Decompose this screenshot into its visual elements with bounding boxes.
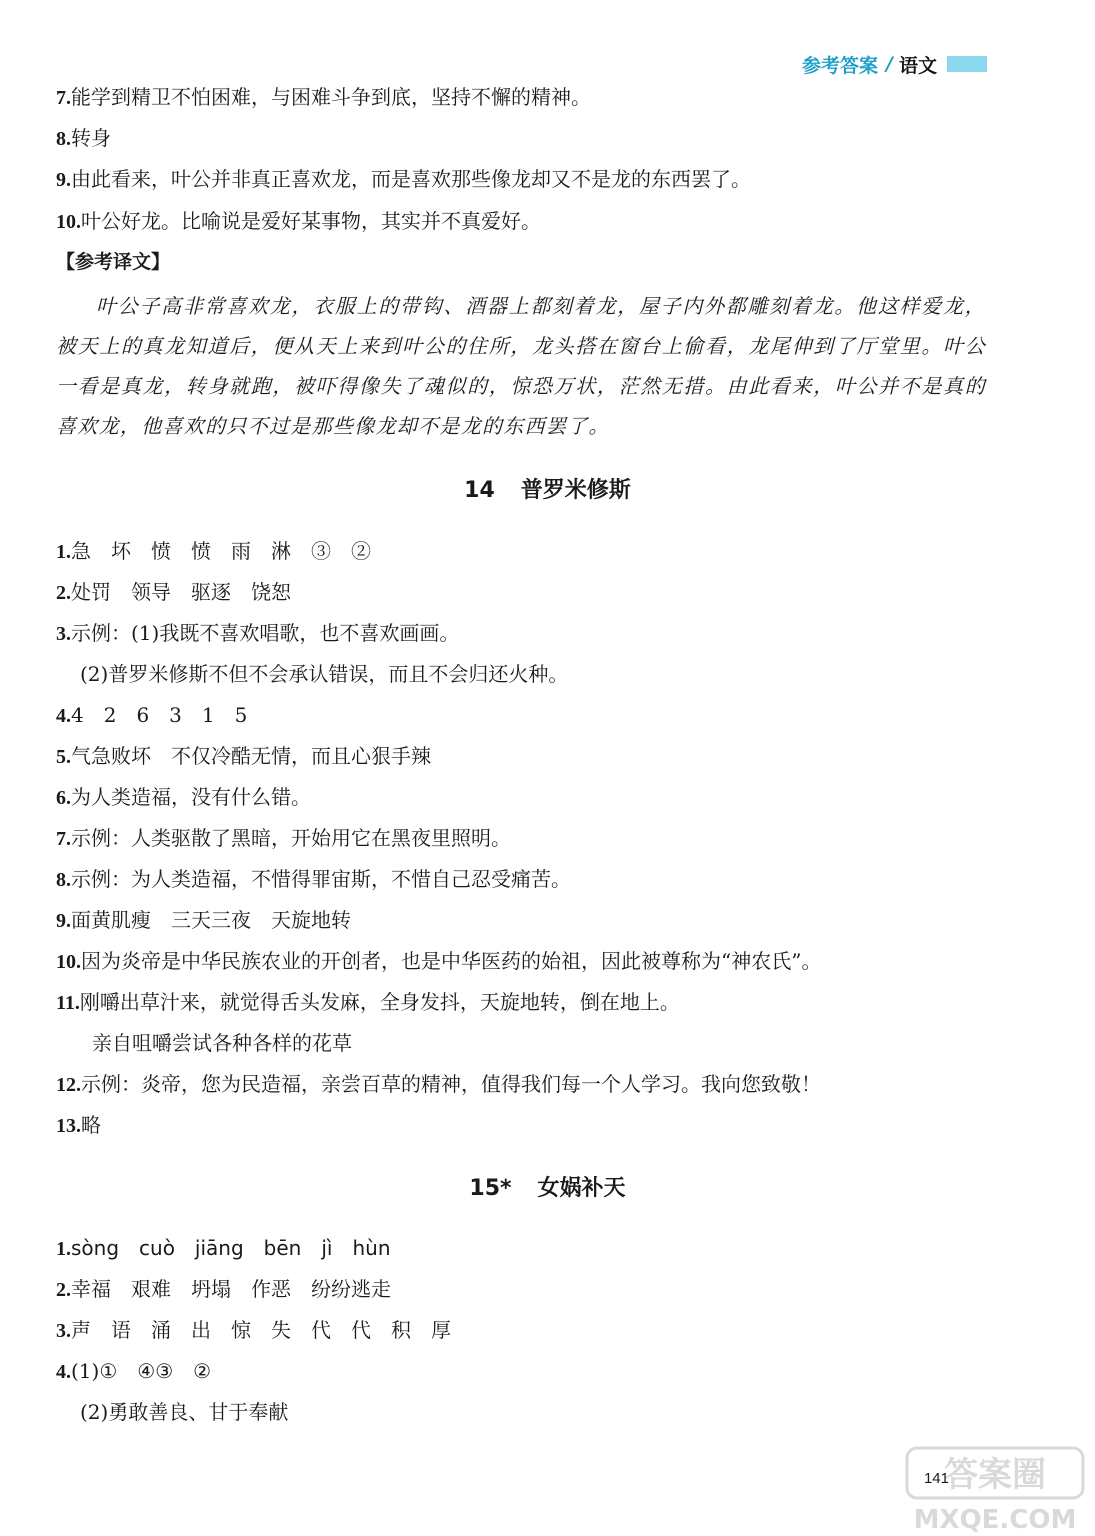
answer-item: 4.4 2 6 3 1 5: [56, 703, 248, 727]
answer-item: 2.处罚 领导 驱逐 饶恕: [56, 580, 291, 604]
header-slash: /: [886, 53, 893, 75]
header-decor-bar: [947, 56, 987, 72]
answer-item: 3.声 语 涌 出 惊 失 代 代 积 厚: [56, 1318, 451, 1342]
header-subject: 语文: [898, 54, 937, 77]
answer-item: 1.急 坏 愤 愤 雨 淋 ③ ②: [56, 539, 371, 563]
watermark-logo: [905, 1444, 1085, 1534]
page-header: [802, 50, 987, 78]
answer-item: 13.略: [56, 1113, 101, 1137]
answer-item: 12.示例：炎帝，您为民造福，亲尝百草的精神，值得我们每一个人学习。我向您致敬！: [56, 1072, 821, 1096]
translation-paragraph: 叶公子高非常喜欢龙，衣服上的带钩、酒器上都刻着龙，屋子内外都雕刻着龙。他这样爱龙，被天上的真龙知道后，便从天上来到叶公的住所，龙头搭在窗台上偷看，龙尾伸到了厅堂里。叶公一看是真龙，转身就跑，被吓得像失了魂似的，惊恐万状，茫然无措。由此看来，叶公并不是真的喜欢龙，他喜欢的只不过是那些像龙却不是龙的东西罢了。: [56, 294, 986, 438]
answer-item: 2.幸福 艰难 坍塌 作恶 纷纷逃走: [56, 1277, 391, 1301]
answer-item: 10.叶公好龙。比喻说是爱好某事物，其实并不真爱好。: [56, 209, 541, 233]
header-label: 参考答案: [802, 54, 879, 77]
answer-item: 9.由此看来，叶公并非真正喜欢龙，而是喜欢那些像龙却又不是龙的东西罢了。: [56, 167, 751, 191]
svg-text:答案圈: 答案圈: [944, 1455, 1046, 1495]
section-15-title: 15* 女娲补天: [469, 1176, 626, 1201]
answer-item: 4.(1)① ④③ ②: [56, 1359, 212, 1383]
answer-item: 6.为人类造福，没有什么错。: [56, 785, 311, 809]
answer-item: 10.因为炎帝是中华民族农业的开创者，也是中华医药的始祖，因此被尊称为“神农氏”。: [56, 949, 822, 973]
svg-text:MXQE.COM: MXQE.COM: [913, 1505, 1077, 1534]
answer-subitem: (2)勇敢善良、甘于奉献: [80, 1400, 289, 1424]
answer-item: 7.能学到精卫不怕困难，与困难斗争到底，坚持不懈的精神。: [56, 85, 591, 109]
answer-item: 11.刚嚼出草汁来，就觉得舌头发麻，全身发抖，天旋地转，倒在地上。: [56, 990, 680, 1014]
page-number: 141: [923, 1470, 949, 1487]
answer-subitem: 亲自咀嚼尝试各种各样的花草: [92, 1031, 352, 1055]
answer-item: 9.面黄肌瘦 三天三夜 天旋地转: [56, 908, 351, 932]
answer-item: 8.转身: [56, 126, 111, 150]
answer-subitem: (2)普罗米修斯不但不会承认错误，而且不会归还火种。: [80, 662, 569, 686]
answer-item: 5.气急败坏 不仅冷酷无情，而且心狠手辣: [56, 744, 431, 768]
answer-item: 7.示例：人类驱散了黑暗，开始用它在黑夜里照明。: [56, 826, 511, 850]
section-14-title: 14 普罗米修斯: [464, 478, 631, 503]
answer-item: 1.sòng cuò jiāng bēn jì hùn: [56, 1236, 391, 1260]
answer-item: 8.示例：为人类造福，不惜得罪宙斯，不惜自己忍受痛苦。: [56, 867, 571, 891]
translation-heading: 【参考译文】: [56, 251, 171, 273]
answer-item: 3.示例：(1)我既不喜欢唱歌，也不喜欢画画。: [56, 621, 460, 645]
